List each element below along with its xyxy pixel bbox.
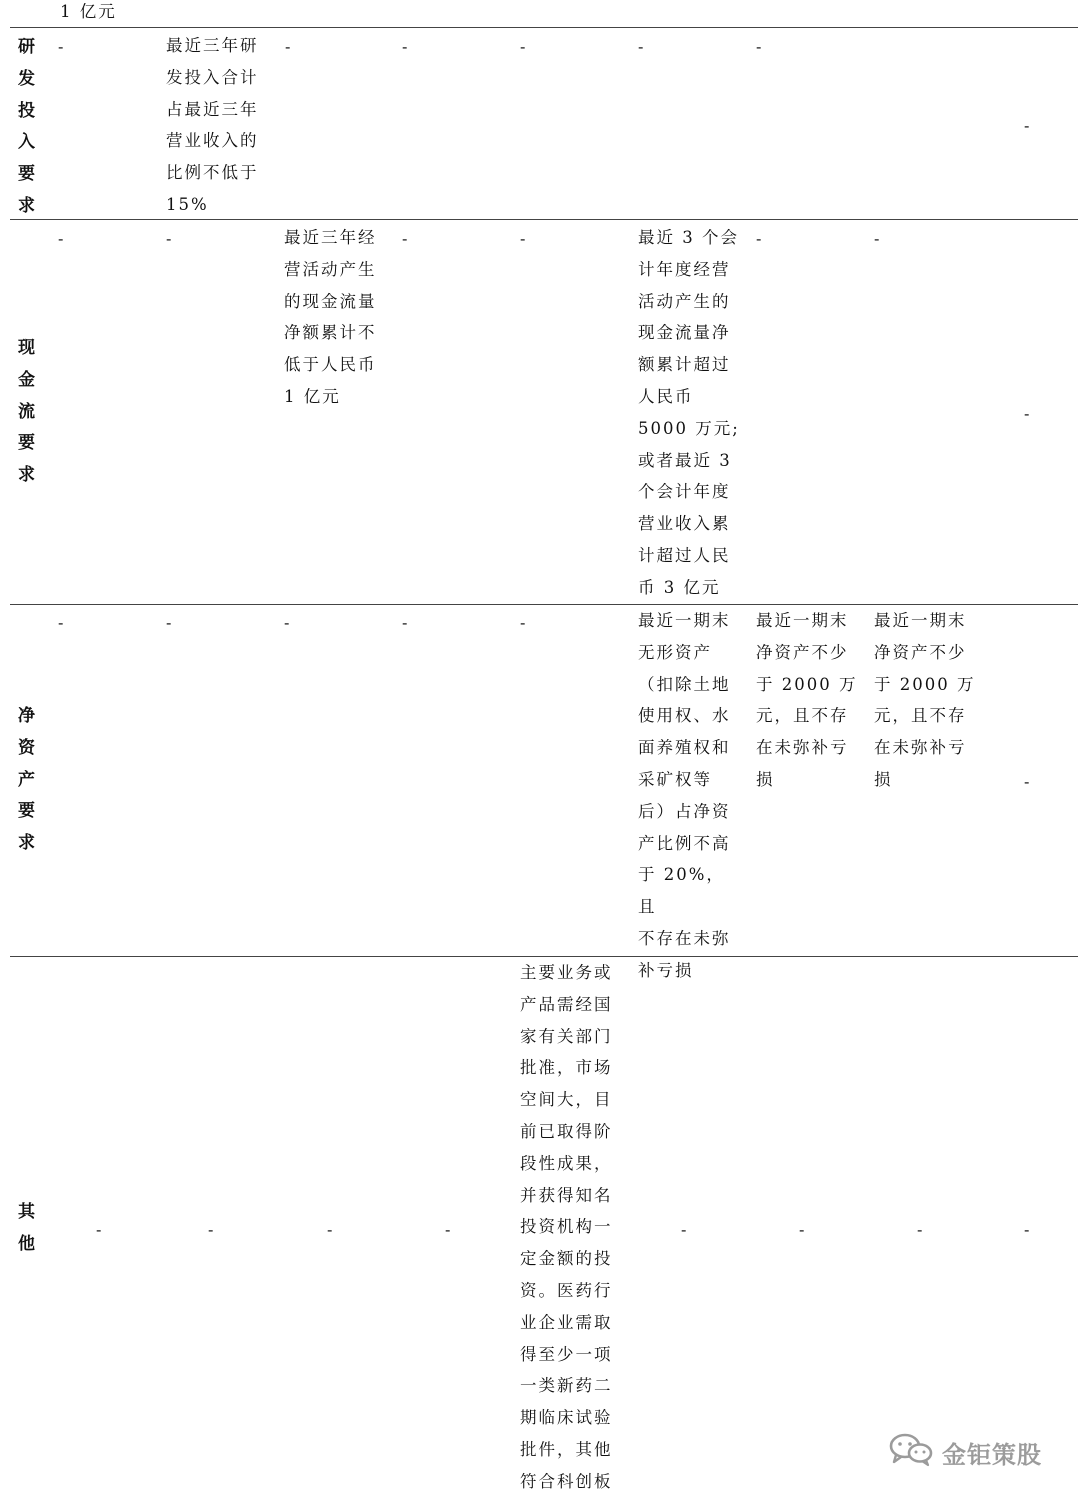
cell-other-c4: - — [445, 1220, 451, 1239]
row-divider — [10, 27, 1078, 28]
row-divider — [10, 219, 1078, 220]
watermark-text: 金钜策股 — [942, 1440, 1042, 1469]
cell-cashflow-c2: - — [166, 229, 172, 248]
cell-cashflow-c4: - — [402, 229, 408, 248]
cell-netasset-c2: - — [166, 613, 172, 632]
cell-cashflow-c5: - — [520, 229, 526, 248]
cell-rd-c4: - — [402, 37, 408, 56]
cell-rd-c1: - — [58, 37, 64, 56]
cell-rd-c2: 最近三年研 发投入合计 占最近三年 营业收入的 比例不低于 15% — [166, 36, 259, 214]
cell-other-c6: - — [681, 1220, 687, 1239]
row-label-cashflow: 现 金 流 要 求 — [18, 338, 35, 486]
cell-cashflow-c8: - — [874, 229, 880, 248]
cell-netasset-c1: - — [58, 613, 64, 632]
cell-other-c5: 主要业务或 产品需经国 家有关部门 批准，市场 空间大，目 前已取得阶 段性成果， 并获得知名 投资机构一 定金额的投 资。医药行 业企业需取 得至少一项 一类新药二 期临床试验 批件，其他 符合科创板 — [520, 963, 613, 1491]
cell-other-c1: - — [96, 1220, 102, 1239]
cell-netasset-c3: - — [284, 613, 290, 632]
cell-netasset-c8: 最近一期末 净资产不少 于 2000 万 元，且不存 在未弥补亏 损 — [874, 611, 976, 789]
cell-netasset-c5: - — [520, 613, 526, 632]
cell-other-c7: - — [799, 1220, 805, 1239]
cell-cashflow-c6: 最近 3 个会 计年度经营 活动产生的 现金流量净 额累计超过 人民币 5000 万元; 或者最近 3 个会计年度 营业收入累 计超过人民 币 3 亿元 — [638, 228, 740, 597]
row-label-rd: 研 发 投 入 要 求 — [18, 37, 35, 216]
cell-netasset-c7: 最近一期末 净资产不少 于 2000 万 元，且不存 在未弥补亏 损 — [756, 611, 858, 789]
cell-cashflow-c9: - — [1024, 404, 1030, 423]
top-row-cell: 1 亿元 — [60, 2, 117, 21]
cell-rd-c7: - — [756, 37, 762, 56]
watermark — [888, 1432, 1042, 1472]
cell-other-c3: - — [327, 1220, 333, 1239]
cell-rd-c3: - — [285, 37, 291, 56]
cell-cashflow-c3: 最近三年经 营活动产生 的现金流量 净额累计不 低于人民币 1 亿元 — [284, 228, 377, 406]
cell-netasset-c9: - — [1024, 772, 1030, 791]
row-label-other: 其 他 — [18, 1202, 35, 1254]
cell-other-c9: - — [1024, 1220, 1030, 1239]
row-label-netasset: 净 资 产 要 求 — [18, 706, 35, 854]
cell-other-c2: - — [208, 1220, 214, 1239]
cell-rd-c5: - — [520, 37, 526, 56]
cell-cashflow-c7: - — [756, 229, 762, 248]
cell-rd-c9: - — [1024, 116, 1030, 135]
wechat-icon — [888, 1431, 934, 1473]
cell-cashflow-c1: - — [58, 229, 64, 248]
cell-other-c8: - — [917, 1220, 923, 1239]
cell-netasset-c4: - — [402, 613, 408, 632]
cell-netasset-c6: 最近一期末 无形资产 （扣除土地 使用权、水 面养殖权和 采矿权等 后）占净资 产比例不高 于 20%，且 不存在未弥 补亏损 — [638, 611, 731, 980]
cell-rd-c6: - — [638, 37, 644, 56]
